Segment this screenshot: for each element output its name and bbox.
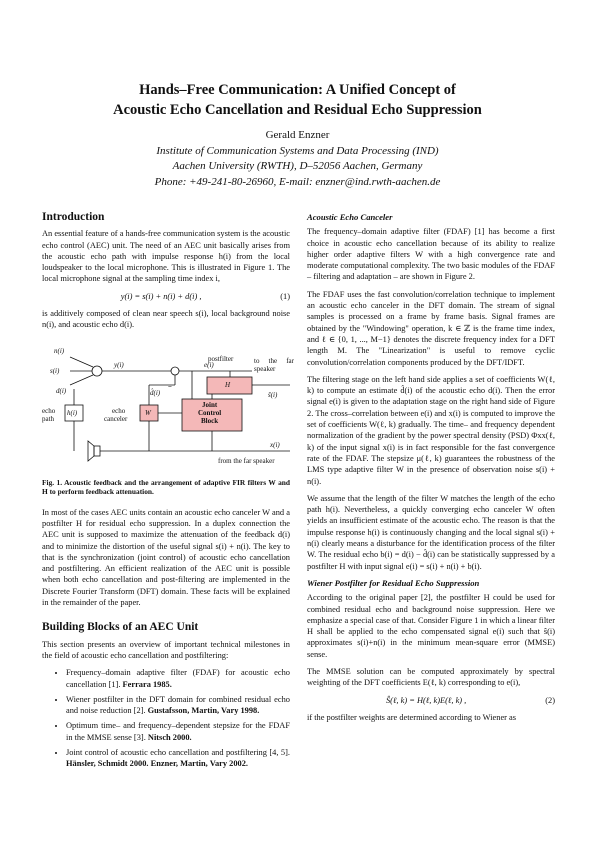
fig-label-H: H [225,380,231,389]
fig-label-h: h(i) [67,408,78,417]
fig-label-postfilter: postfilter [208,354,234,363]
fig-label-minus: − [168,382,172,391]
list-item [66,667,290,690]
list-item-ref: Hänsler, Schmidt 2000. Enzner, Martin, Vary 2002. [66,759,249,769]
paragraph-3: In most of the cases AEC units contain an acoustic echo canceler W and a postfilter H for residual echo suppression. In a duplex connection the AEC unit is supposed to maximize the attenuation of the feedback d(i) and to minimize the distortion of the useful signal s(i) + n(i). The key to that is the synchronization (joint control) of acoustic echo cancellation and postfiltering. An efficient realization of the AEC unit is possible when both echo cancellation and post-filtering are implemented in the Discrete Fourier Transform (DFT) domain. These facts will be explained in the remainder of the paper. [42,507,290,608]
figure-1-caption: Fig. 1. Acoustic feedback and the arrangement of adaptive FIR filters W and H to perform feedback attenuation. [42,477,290,497]
contact-line: Phone: +49-241-80-26960, E-mail: enzner@ind.rwth-aachen.de [154,175,441,188]
author-block [0,128,595,190]
list-item-text: Frequency–domain adaptive filter (FDAF) for acoustic echo cancellation [1]. [66,668,290,689]
affiliation-2: Aachen University (RWTH), D–52056 Aachen, Germany [172,160,423,172]
right-column [307,212,555,729]
wiener-paragraph-3: if the postfilter weights are determined according to Wiener as [307,712,517,722]
section-heading-introduction: Introduction [42,211,105,223]
aec-paragraph-4: We assume that the length of the filter W matches the length of the echo path h(i). Nevertheless, a quickly converging echo canceler W often yields an insufficient estimate of the acoustic echo. The reason is that the impulse response h(i) is continuously changing and the local signal s(i) + n(i) clearly means a disturbance for the identification process of the filter W. The residual echo b(i) = d(i) − d̂(i) can be statistically suppressed by a postfilter H with input signal e(i) = s(i) + n(i) + b(i). [307,493,555,571]
wiener-paragraph-1: According to the original paper [2], the postfilter H could be used for combined residual echo and background noise suppression. Here we emphasize a special case of that. Consider Figure 1 in which a linear filter H shall be applied to the echo compensated signal e(i) such that ŝ(i) approximates s(i)+n(i) in the minimum mean-square error (MMSE) sense. [307,593,555,659]
list-item [66,747,290,770]
fig-label-shat: ŝ(i) [268,390,278,399]
subsection-heading-wiener: Wiener Postfilter for Residual Echo Suppression [307,577,480,588]
fig-label-echo-path-2: path [42,414,55,423]
fig-label-to-far-speaker: to the far speaker [254,356,294,373]
fig-label-W: W [145,408,151,417]
section-heading-building-blocks: Building Blocks of an AEC Unit [42,621,199,634]
list-item [66,694,290,717]
wiener-paragraph-2: The MMSE solution can be computed approximately by spectral weighting of the DFT coefficients E(ℓ, k) corresponding to e(i), [307,666,555,688]
fig-label-d: d(i) [56,386,67,395]
left-column [42,211,294,774]
fig-label-jcb-1: Joint [202,400,218,409]
aec-paragraph-2: The FDAF uses the fast convolution/correlation technique to implement an acoustic echo canceler in the DFT domain. The stream of signal samples is processed on a frame by frame basis. Signal frames are obtained by the "Windowing" operation, k ∈ ℤ is the frame time index, and ℓ ∈ {0, 1, ..., M−1} denotes the discrete frequency index for a DFT length M. The "Linearization" is useful to remove cyclic convolution/correlation components produced by the DFT/IDFT. [307,289,555,367]
list-item-text: Wiener postfilter in the DFT domain for combined residual echo and noise reduction [2]. [66,694,290,716]
fig-label-echo-path-1: echo [42,406,56,415]
intro-paragraph-2: is additively composed of clean near speech s(i), local background noise n(i), and acoustic echo d(i). [42,309,290,330]
fig-label-n: n(i) [54,346,65,355]
building-blocks-paragraph: This section presents an overview of important technical milestones in the field of acoustic echo cancellation and postfiltering: [42,639,290,660]
list-item-ref: Gustafsson, Martin, Vary 1998. [147,706,260,716]
affiliation-1: Institute of Communication Systems and Data Processing (IND) [156,144,439,157]
paper-title [0,80,595,120]
equation-2 [307,695,555,706]
list-item-ref: Nitsch 2000. [147,732,192,742]
fig-label-s: s(i) [50,366,60,375]
equation-1-number: (1) [280,291,290,301]
milestone-list [42,667,290,769]
fig-label-dhat: d̂(i) [150,388,161,397]
figure-1-diagram [42,337,294,472]
fig-label-x: x(i) [270,440,280,449]
list-item [66,720,290,743]
fig-label-jcb-3: Block [201,416,219,425]
aec-paragraph-1: The frequency–domain adaptive filter (FDAF) [1] has become a first choice in acoustic echo cancellation because of its ability to realize higher order adaptive filters W with a high convergence rate and moderate computational complexity. The two basic modules of the FDAF – filtering and adaptation – are shown in Figure 2. [307,227,555,282]
figure-1-svg [42,337,290,472]
list-item-ref: Ferrara 1985. [122,679,172,689]
equation-2-body: Ŝ(ℓ, k) = H(ℓ, k)E(ℓ, k) , [385,695,467,705]
subsection-heading-aec: Acoustic Echo Canceler [307,212,393,222]
list-item-text: Optimum time– and frequency–dependent stepsize for the FDAF in the MMSE sense [3]. [66,721,290,742]
intro-paragraph-1: An essential feature of a hands-free communication system is the acoustic echo control (AEC) unit. The need of an AEC unit basically arises from the acoustic echo path with impulse response h(i) from the local loudspeaker to the local microphone. This is illustrated in Figure 1. The local microphone signal at the sampling time index i, [42,229,290,284]
equation-1 [42,291,290,302]
fig-label-from-far-speaker: from the far speaker [218,456,275,465]
fig-label-echo-canceler-2: canceler [104,414,128,423]
equation-1-body: y(i) = s(i) + n(i) + d(i) , [120,291,202,301]
author-name: Gerald Enzner [265,129,330,141]
aec-paragraph-3: The filtering stage on the left hand side applies a set of coefficients W(ℓ, k) to compute an estimate d̂(i) of the acoustic echo d(i). Then the error signal e(i) is given to the adaptation stage on the right hand side of Figure 2. The cross–correlation between e(i) and x(i) is computed to improve the set of coefficients W(ℓ, k) gradually. The time– and frequency dependent normalization of the gradient by the power spectral density (PSD) Φxx(ℓ, k) of the input signal x(i) is in fact responsible for the fast convergence rate of the FDAF. The stepsize μ(ℓ, k) guarantees the robustness of the LMS type adaptive filter W in the presence of observation noise s(i) + n(i). [307,374,555,486]
title-line-1: Hands–Free Communication: A Unified Concept of [139,82,456,98]
fig-label-e: e(i) [204,360,214,369]
list-item-text: Joint control of acoustic echo cancellation and postfiltering [4, 5]. [66,748,290,758]
fig-label-jcb-2: Control [198,408,222,417]
fig-label-y: y(i) [114,360,124,369]
title-line-2: Acoustic Echo Cancellation and Residual Echo Suppression [113,102,482,118]
fig-label-echo-canceler-1: echo [112,406,126,415]
equation-2-number: (2) [545,695,555,705]
